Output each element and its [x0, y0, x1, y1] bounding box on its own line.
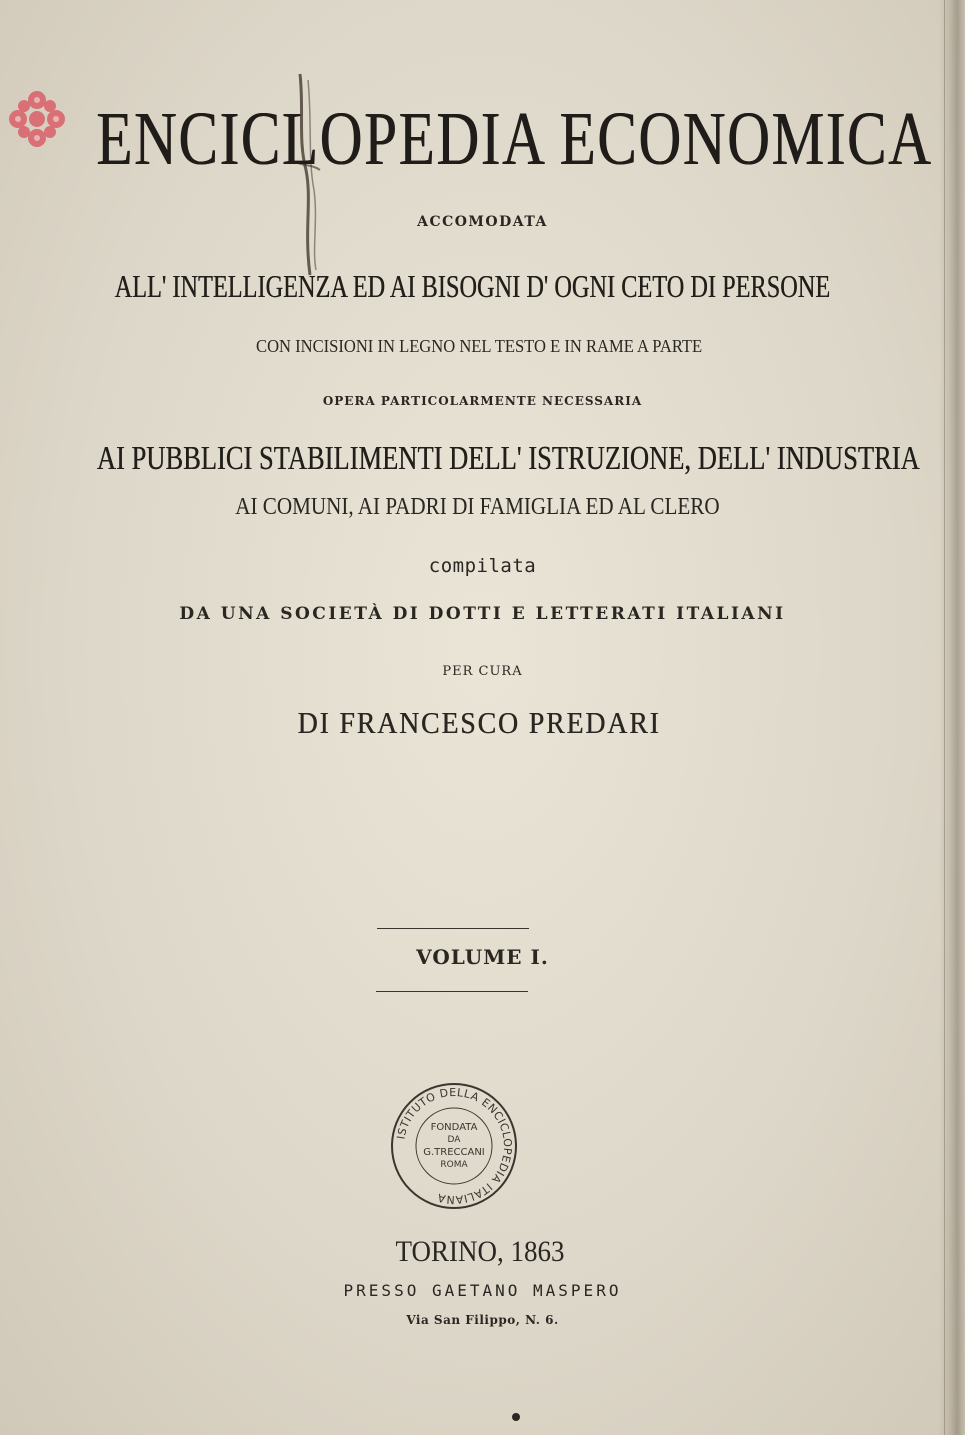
red-stamp-icon [6, 88, 68, 150]
volume-rule-top [377, 928, 529, 929]
ink-dot [512, 1413, 520, 1421]
stamp-outer-text: ISTITUTO DELLA ENCICLOPEDIA ITALIANA [394, 1085, 515, 1207]
library-stamp [388, 1080, 520, 1212]
stamp-inner-line-3: G.TRECCANI [423, 1147, 485, 1158]
illustrations-line: CON INCISIONI IN LEGNO NEL TESTO E IN RAME A PARTE [256, 336, 703, 356]
stamp-inner-line-1: FONDATA [430, 1122, 478, 1133]
city-year: TORINO, 1863 [395, 1235, 565, 1268]
audience-line-1: AI PUBBLICI STABILIMENTI DELL' ISTRUZIONE, DELL' INDUSTRIA [96, 440, 920, 477]
stamp-inner-line-4: ROMA [440, 1160, 468, 1170]
compilata-line: compilata [428, 555, 537, 577]
stamp-inner-line-2: DA [447, 1135, 461, 1145]
book-title: ENCICLOPEDIA ECONOMICA [96, 97, 933, 181]
volume-label: VOLUME I. [416, 945, 549, 969]
audience-line-2: AI COMUNI, AI PADRI DI FAMIGLIA ED AL CLERO [235, 494, 720, 520]
subtitle-line: ALL' INTELLIGENZA ED AI BISOGNI D' OGNI CETO DI PERSONE [114, 268, 831, 304]
opera-line: OPERA PARTICOLARMENTE NECESSARIA [322, 394, 643, 408]
address-line: Via San Filippo, N. 6. [406, 1313, 559, 1327]
volume-rule-bottom [376, 991, 528, 992]
publisher-line: PRESSO GAETANO MASPERO [343, 1281, 622, 1300]
author-line: DI FRANCESCO PREDARI [297, 705, 661, 740]
society-line: DA UNA SOCIETÀ DI DOTTI E LETTERATI ITALIANI [179, 604, 786, 624]
accomodata-line: ACCOMODATA [417, 214, 548, 230]
per-cura-line: PER CURA [442, 664, 523, 679]
